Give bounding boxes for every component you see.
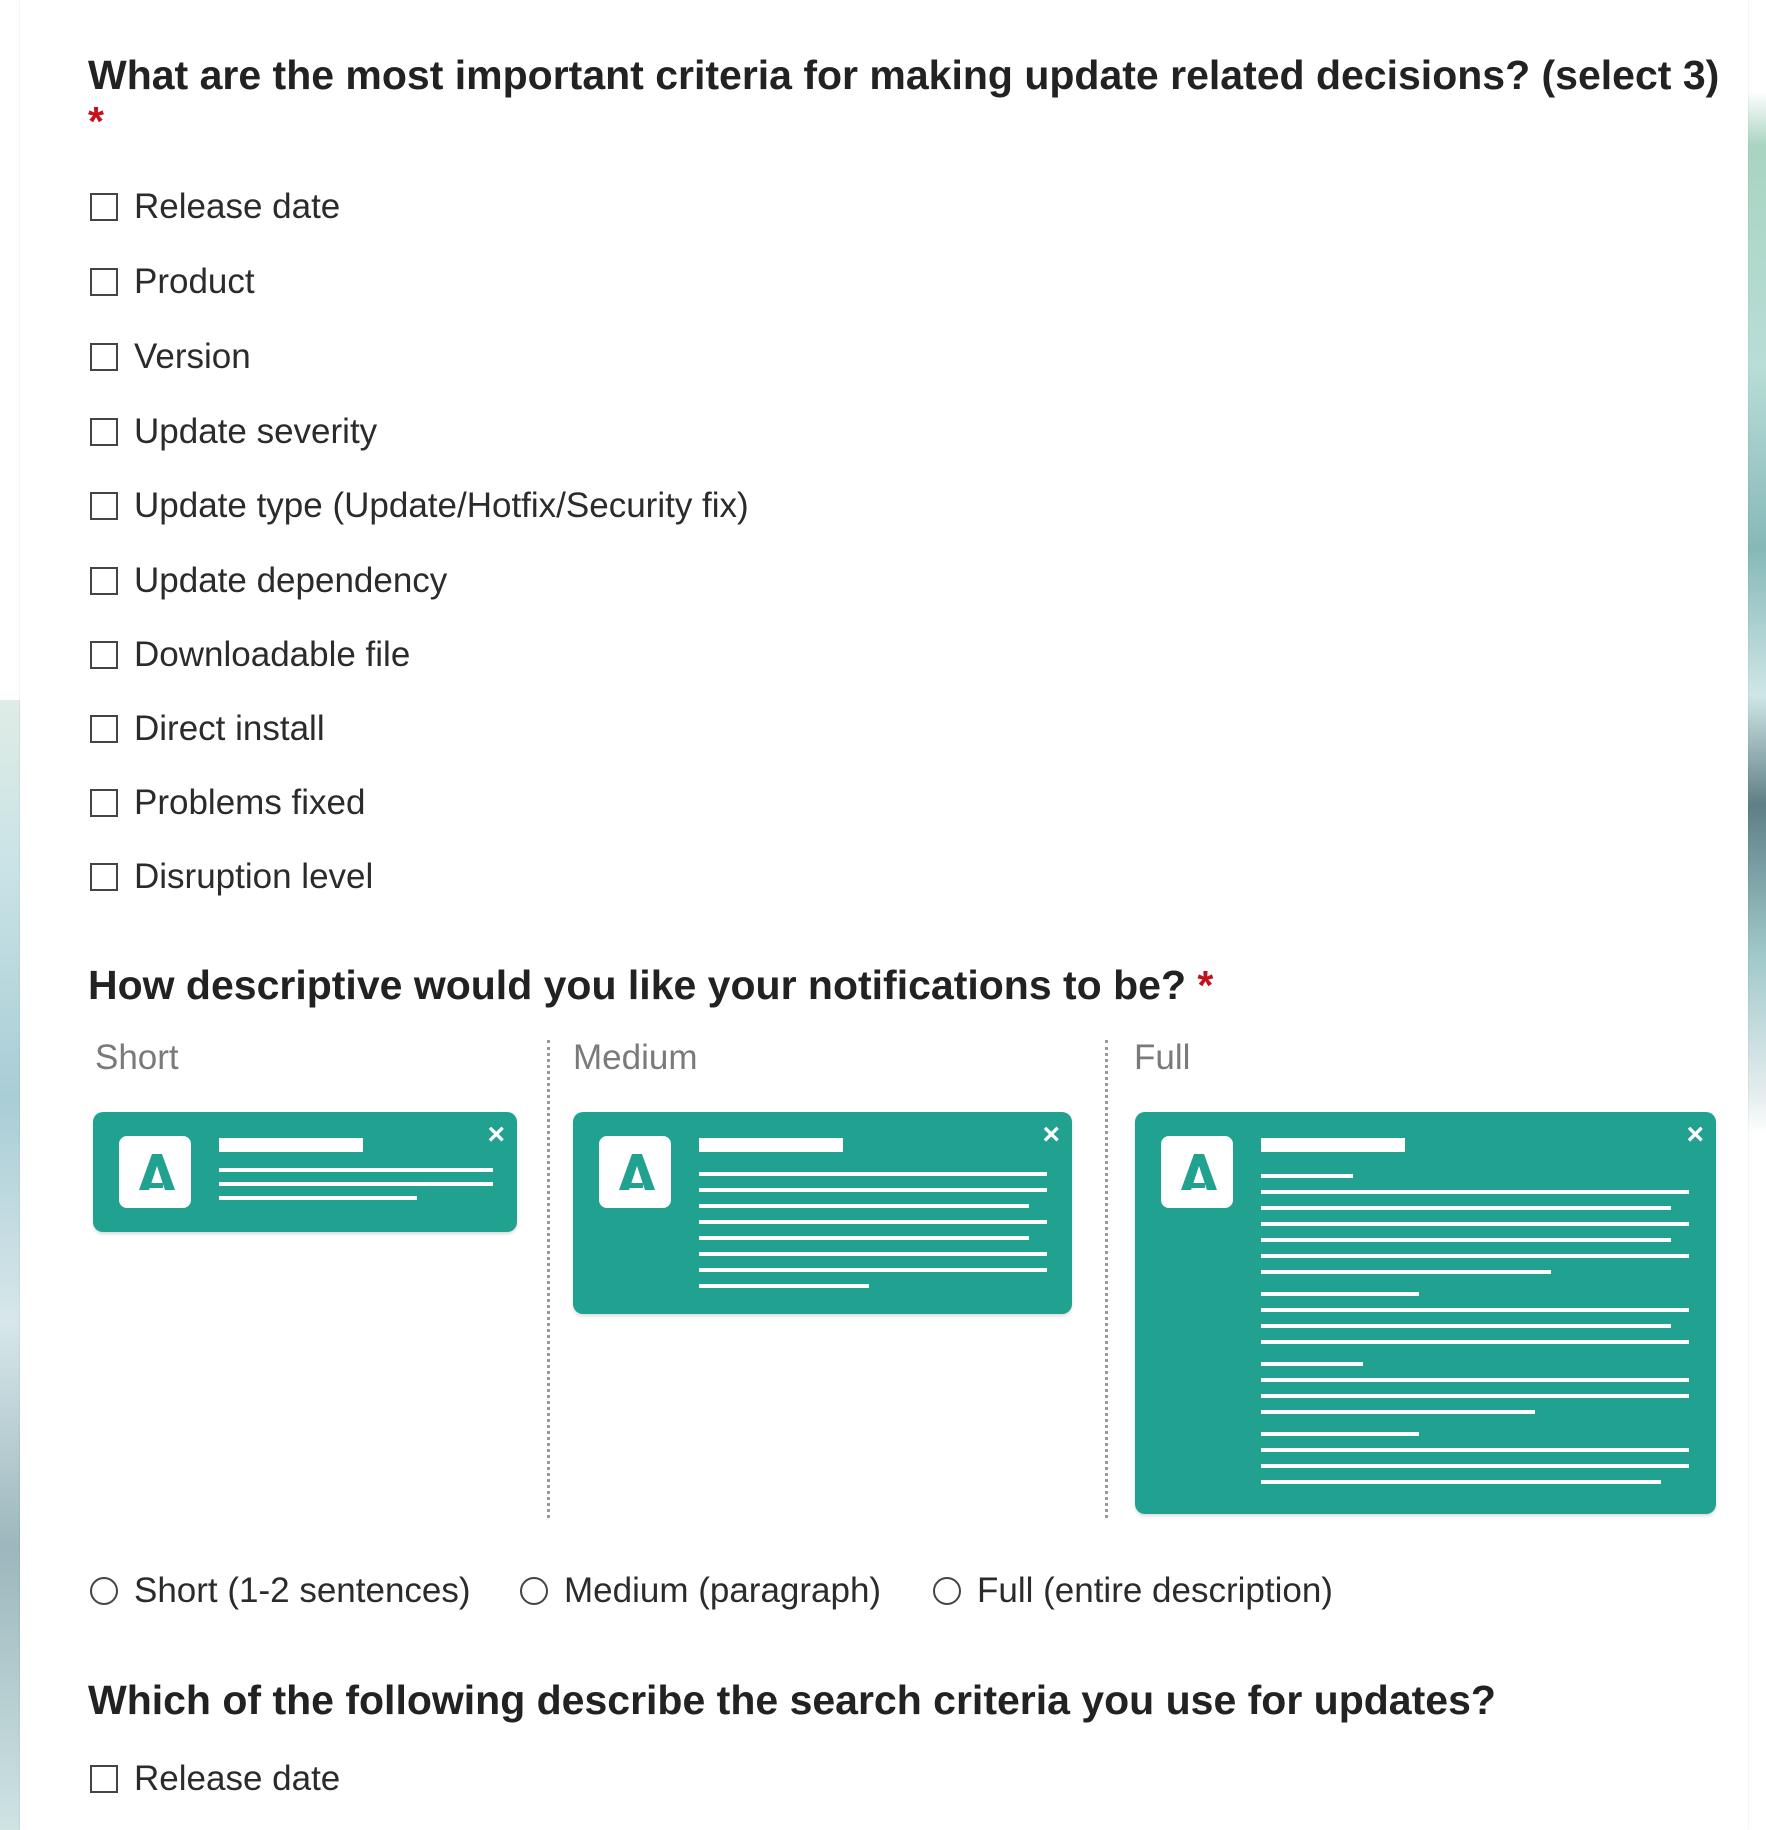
- app-logo-icon: [1161, 1136, 1233, 1208]
- text-line: [1261, 1206, 1671, 1210]
- background-right-strip: [1748, 0, 1766, 1830]
- checkbox-option[interactable]: [90, 183, 340, 231]
- option-label: Downloadable file: [134, 635, 411, 674]
- text-line: [699, 1252, 1047, 1256]
- question-3-text: Which of the following describe the search criteria you use for updates?: [88, 1677, 1496, 1723]
- checkbox-option[interactable]: [90, 408, 377, 456]
- text-line: [1261, 1448, 1689, 1452]
- radio-button[interactable]: [520, 1577, 548, 1605]
- text-line: [219, 1196, 417, 1200]
- close-icon: ×: [1042, 1118, 1060, 1151]
- text-line: [1261, 1464, 1689, 1468]
- question-1-text: What are the most important criteria for making update related decisions? (select 3): [88, 52, 1720, 98]
- checkbox-option[interactable]: [90, 482, 749, 530]
- checkbox[interactable]: [90, 715, 118, 743]
- checkbox-option[interactable]: [90, 779, 365, 827]
- close-icon: ×: [487, 1118, 505, 1151]
- checkbox[interactable]: [90, 268, 118, 296]
- checkbox-option[interactable]: [90, 705, 325, 753]
- checkbox[interactable]: [90, 343, 118, 371]
- app-logo-icon: [119, 1136, 191, 1208]
- checkbox[interactable]: [90, 567, 118, 595]
- option-label: Update type (Update/Hotfix/Security fix): [134, 486, 749, 525]
- checkbox[interactable]: [90, 863, 118, 891]
- checkbox-option[interactable]: [90, 631, 410, 679]
- text-line: [219, 1168, 493, 1172]
- app-logo-icon: [599, 1136, 671, 1208]
- survey-card: [20, 0, 1748, 1830]
- column-divider: [1105, 1040, 1108, 1518]
- text-line: [1261, 1480, 1661, 1484]
- radio-option-medium[interactable]: [520, 1567, 881, 1615]
- option-label: Problems fixed: [134, 783, 366, 822]
- checkbox[interactable]: [90, 492, 118, 520]
- radio-option-full[interactable]: [933, 1567, 1333, 1615]
- notification-preview-medium: [573, 1112, 1072, 1314]
- option-label: Update dependency: [134, 561, 448, 600]
- text-line: [699, 1172, 1047, 1176]
- text-line: [1261, 1238, 1671, 1242]
- option-label: Short (1-2 sentences): [134, 1571, 471, 1610]
- text-line: [699, 1268, 1047, 1272]
- question-3-title: [88, 1677, 1496, 1723]
- checkbox-option[interactable]: [90, 853, 373, 901]
- text-line: [1261, 1324, 1671, 1328]
- text-line: [1261, 1254, 1689, 1258]
- column-label-full: Full: [1134, 1038, 1191, 1077]
- option-label: Version: [134, 337, 251, 376]
- option-label: Update severity: [134, 412, 378, 451]
- text-line: [1261, 1308, 1689, 1312]
- question-1-title: [88, 52, 1719, 144]
- column-label-medium: Medium: [573, 1038, 698, 1077]
- option-label: Release date: [134, 187, 341, 226]
- required-asterisk: *: [1197, 962, 1214, 1008]
- option-label: Full (entire description): [977, 1571, 1333, 1610]
- checkbox[interactable]: [90, 641, 118, 669]
- text-line: [1261, 1174, 1353, 1178]
- question-2-title: [88, 962, 1213, 1008]
- checkbox[interactable]: [90, 193, 118, 221]
- text-line: [1261, 1292, 1419, 1296]
- notification-preview-short: [93, 1112, 517, 1232]
- radio-button[interactable]: [90, 1577, 118, 1605]
- required-asterisk: *: [88, 98, 104, 144]
- checkbox[interactable]: [90, 1765, 118, 1793]
- column-label-short: Short: [95, 1038, 179, 1077]
- app-logo-glyph: [599, 1136, 671, 1208]
- option-label: Disruption level: [134, 857, 374, 896]
- text-line: [699, 1236, 1029, 1240]
- option-label: Product: [134, 262, 255, 301]
- text-line: [1261, 1394, 1689, 1398]
- text-line: [219, 1138, 363, 1152]
- background-left-strip: [0, 700, 22, 1830]
- app-logo-glyph: [119, 1136, 191, 1208]
- option-label: Direct install: [134, 709, 325, 748]
- text-line: [1261, 1362, 1363, 1366]
- checkbox-option[interactable]: [90, 1755, 340, 1803]
- option-label: Release date: [134, 1759, 341, 1798]
- checkbox-option[interactable]: [90, 258, 255, 306]
- text-line: [1261, 1432, 1419, 1436]
- text-line: [1261, 1138, 1405, 1152]
- text-line: [1261, 1270, 1551, 1274]
- text-line: [699, 1284, 869, 1288]
- app-logo-glyph: [1161, 1136, 1233, 1208]
- text-line: [699, 1188, 1047, 1192]
- checkbox[interactable]: [90, 418, 118, 446]
- column-divider: [547, 1040, 550, 1518]
- text-line: [699, 1204, 1029, 1208]
- text-line: [699, 1220, 1047, 1224]
- checkbox-option[interactable]: [90, 333, 251, 381]
- close-icon: ×: [1686, 1118, 1704, 1151]
- checkbox[interactable]: [90, 789, 118, 817]
- text-line: [219, 1182, 493, 1186]
- checkbox-option[interactable]: [90, 557, 447, 605]
- radio-option-short[interactable]: [90, 1567, 471, 1615]
- text-line: [1261, 1340, 1689, 1344]
- option-label: Medium (paragraph): [564, 1571, 882, 1610]
- text-line: [1261, 1190, 1689, 1194]
- notification-preview-full: [1135, 1112, 1716, 1514]
- text-line: [1261, 1222, 1689, 1226]
- question-2-text: How descriptive would you like your notifications to be?: [88, 962, 1187, 1008]
- radio-button[interactable]: [933, 1577, 961, 1605]
- text-line: [1261, 1378, 1689, 1382]
- text-line: [1261, 1410, 1535, 1414]
- text-line: [699, 1138, 843, 1152]
